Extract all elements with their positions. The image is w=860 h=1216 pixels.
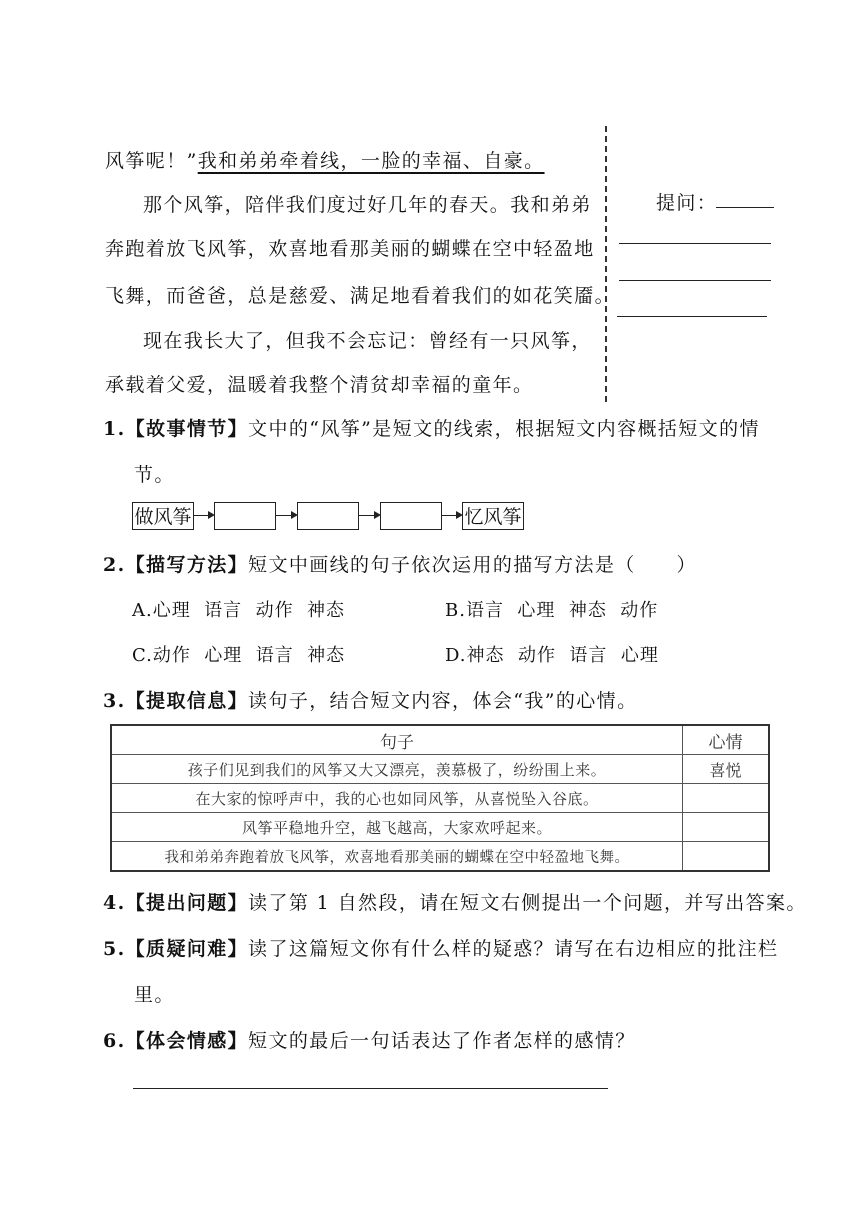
passage-line-5: 现在我长大了，但我不会忘记：曾经有一只风筝， [143,330,592,352]
mood-table [110,724,770,872]
question-number: 2. [103,554,126,576]
passage-text: 风筝呢！” [105,150,198,172]
question-tag: 【描写方法】 [125,554,249,576]
side-note-blank-4[interactable] [617,316,767,317]
passage-line-2: 那个风筝，陪伴我们度过好几年的春天。我和弟弟 [143,194,592,216]
passage-line-1 [105,146,545,173]
side-note-blank-3[interactable] [619,280,771,281]
arrow-icon [194,515,213,516]
question-number: 6. [103,1030,126,1052]
flow-box-blank-3[interactable] [380,502,442,530]
table-cell-mood[interactable] [683,842,770,872]
question-4 [103,888,807,915]
answer-line[interactable] [133,1088,608,1089]
question-3 [103,686,637,713]
question-tag: 【提出问题】 [125,892,249,914]
flow-box-end: 忆风筝 [462,502,524,530]
question-tag: 【体会情感】 [125,1030,249,1052]
question-5-continued: 里。 [134,984,175,1006]
arrow-icon [359,515,379,516]
option-d[interactable]: D.神态 动作 语言 心理 [445,645,659,666]
option-c[interactable]: C.动作 心理 语言 神态 [132,645,346,666]
option-a[interactable]: A.心理 语言 动作 神态 [132,600,346,621]
arrow-icon [276,515,296,516]
question-text: 短文的最后一句话表达了作者怎样的感情？ [248,1030,636,1052]
side-note-label: 提问： [656,192,718,214]
question-tag: 【质疑问难】 [125,938,249,960]
question-tag: 【提取信息】 [125,690,249,712]
table-row [111,842,769,872]
option-b[interactable]: B.语言 心理 神态 动作 [445,600,659,621]
question-5 [103,934,778,961]
table-cell-sentence: 在大家的惊呼声中，我的心也如同风筝，从喜悦坠入谷底。 [111,784,683,813]
question-text: 文中的“风筝”是短文的线索，根据短文内容概括短文的情 [248,418,760,440]
side-note-blank-2[interactable] [619,243,771,244]
question-1 [103,414,760,441]
table-cell-sentence: 孩子们见到我们的风筝又大又漂亮，羡慕极了，纷纷围上来。 [111,755,683,784]
passage-line-6: 承载着父爱，温暖着我整个清贫却幸福的童年。 [105,374,534,396]
table-header-sentence: 句子 [111,725,683,755]
question-1-continued: 节。 [134,464,175,486]
question-tag: 【故事情节】 [125,418,249,440]
flow-box-start: 做风筝 [132,502,194,530]
question-2 [103,550,697,577]
table-cell-sentence: 我和弟弟奔跑着放飞风筝，欢喜地看那美丽的蝴蝶在空中轻盈地飞舞。 [111,842,683,872]
table-header-mood: 心情 [683,725,770,755]
table-cell-mood[interactable] [683,813,770,842]
question-number: 5. [103,938,126,960]
table-row [111,755,769,784]
question-number: 1. [103,418,126,440]
table-cell-sentence: 风筝平稳地升空，越飞越高，大家欢呼起来。 [111,813,683,842]
arrow-icon [442,515,461,516]
table-cell-mood[interactable] [683,784,770,813]
flow-box-blank-1[interactable] [214,502,276,530]
flow-box-blank-2[interactable] [297,502,359,530]
question-text: 读了第 1 自然段，请在短文右侧提出一个问题，并写出答案。 [248,892,807,914]
passage-line-4: 飞舞，而爸爸，总是慈爱、满足地看着我们的如花笑靥。 [105,285,616,307]
underlined-sentence: 我和弟弟牵着线，一脸的幸福、自豪。 [197,150,545,172]
question-6 [103,1026,636,1053]
passage-line-3: 奔跑着放飞风筝，欢喜地看那美丽的蝴蝶在空中轻盈地 [105,238,595,260]
question-text: 读句子，结合短文内容，体会“我”的心情。 [248,690,638,712]
question-number: 4. [103,892,126,914]
question-text: 读了这篇短文你有什么样的疑惑？请写在右边相应的批注栏 [248,938,779,960]
table-cell-mood: 喜悦 [683,755,770,784]
question-number: 3. [103,690,126,712]
question-text: 短文中画线的句子依次运用的描写方法是（ ） [248,554,697,576]
side-note-blank-1[interactable] [716,207,774,208]
table-row [111,813,769,842]
table-row [111,784,769,813]
annotation-divider [605,126,607,402]
